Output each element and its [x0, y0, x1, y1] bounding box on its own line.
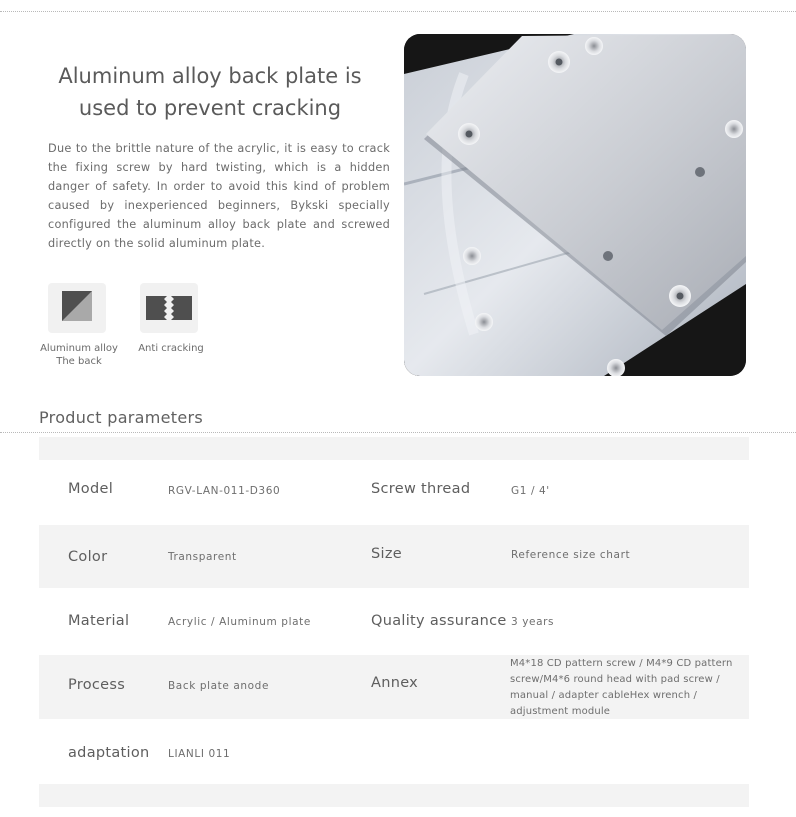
aluminum-backplate-icon [48, 283, 106, 333]
param-label-annex: Annex [371, 675, 419, 691]
param-value-screw-thread: G1 / 4' [511, 485, 550, 497]
feature-headline [40, 60, 380, 124]
feature-headline-line2: used to prevent cracking [78, 96, 342, 120]
param-label-model: Model [68, 481, 114, 497]
param-label-quality-assurance: Quality assurance [371, 613, 507, 629]
aluminum-backplate-label: Aluminum alloy The back [40, 343, 118, 367]
feature-headline-line1: Aluminum alloy back plate is [58, 64, 362, 88]
param-label-screw-thread: Screw thread [371, 481, 471, 497]
anti-cracking-label: Anti cracking [138, 343, 204, 354]
param-label-material: Material [68, 613, 130, 629]
param-value-annex: M4*18 CD pattern screw / M4*9 CD pattern screw/M4*6 round head with pad screw / manual / adapter cableHex wrench / adjustment module [510, 658, 733, 717]
param-label-adaptation: adaptation [68, 745, 150, 761]
param-value-size: Reference size chart [511, 549, 631, 561]
param-value-quality-assurance: 3 years [511, 616, 555, 628]
product-photo [404, 34, 746, 376]
table-band [39, 437, 749, 460]
param-label-process: Process [68, 677, 126, 693]
param-value-process: Back plate anode [168, 680, 269, 692]
param-label-size: Size [371, 546, 402, 562]
param-label-color: Color [68, 549, 108, 565]
parameters-title: Product parameters [39, 408, 204, 427]
param-value-material: Acrylic / Aluminum plate [168, 616, 311, 628]
top-dotted-divider [0, 11, 796, 12]
feature-description: Due to the brittle nature of the acrylic, it is easy to crack the fixing screw by hard twisting, which is a hidden danger of safety. In order to avoid this kind of problem caused by inexperienced beginners, Bykski specially configured the aluminum alloy back plate and screwed directly on the solid aluminum plate. [48, 142, 390, 250]
param-value-adaptation: LIANLI 011 [168, 748, 231, 760]
parameters-dotted-divider [0, 432, 796, 433]
param-value-model: RGV-LAN-011-D360 [168, 485, 281, 497]
anti-cracking-icon [140, 283, 198, 333]
param-value-color: Transparent [168, 551, 237, 563]
table-band [39, 784, 749, 807]
